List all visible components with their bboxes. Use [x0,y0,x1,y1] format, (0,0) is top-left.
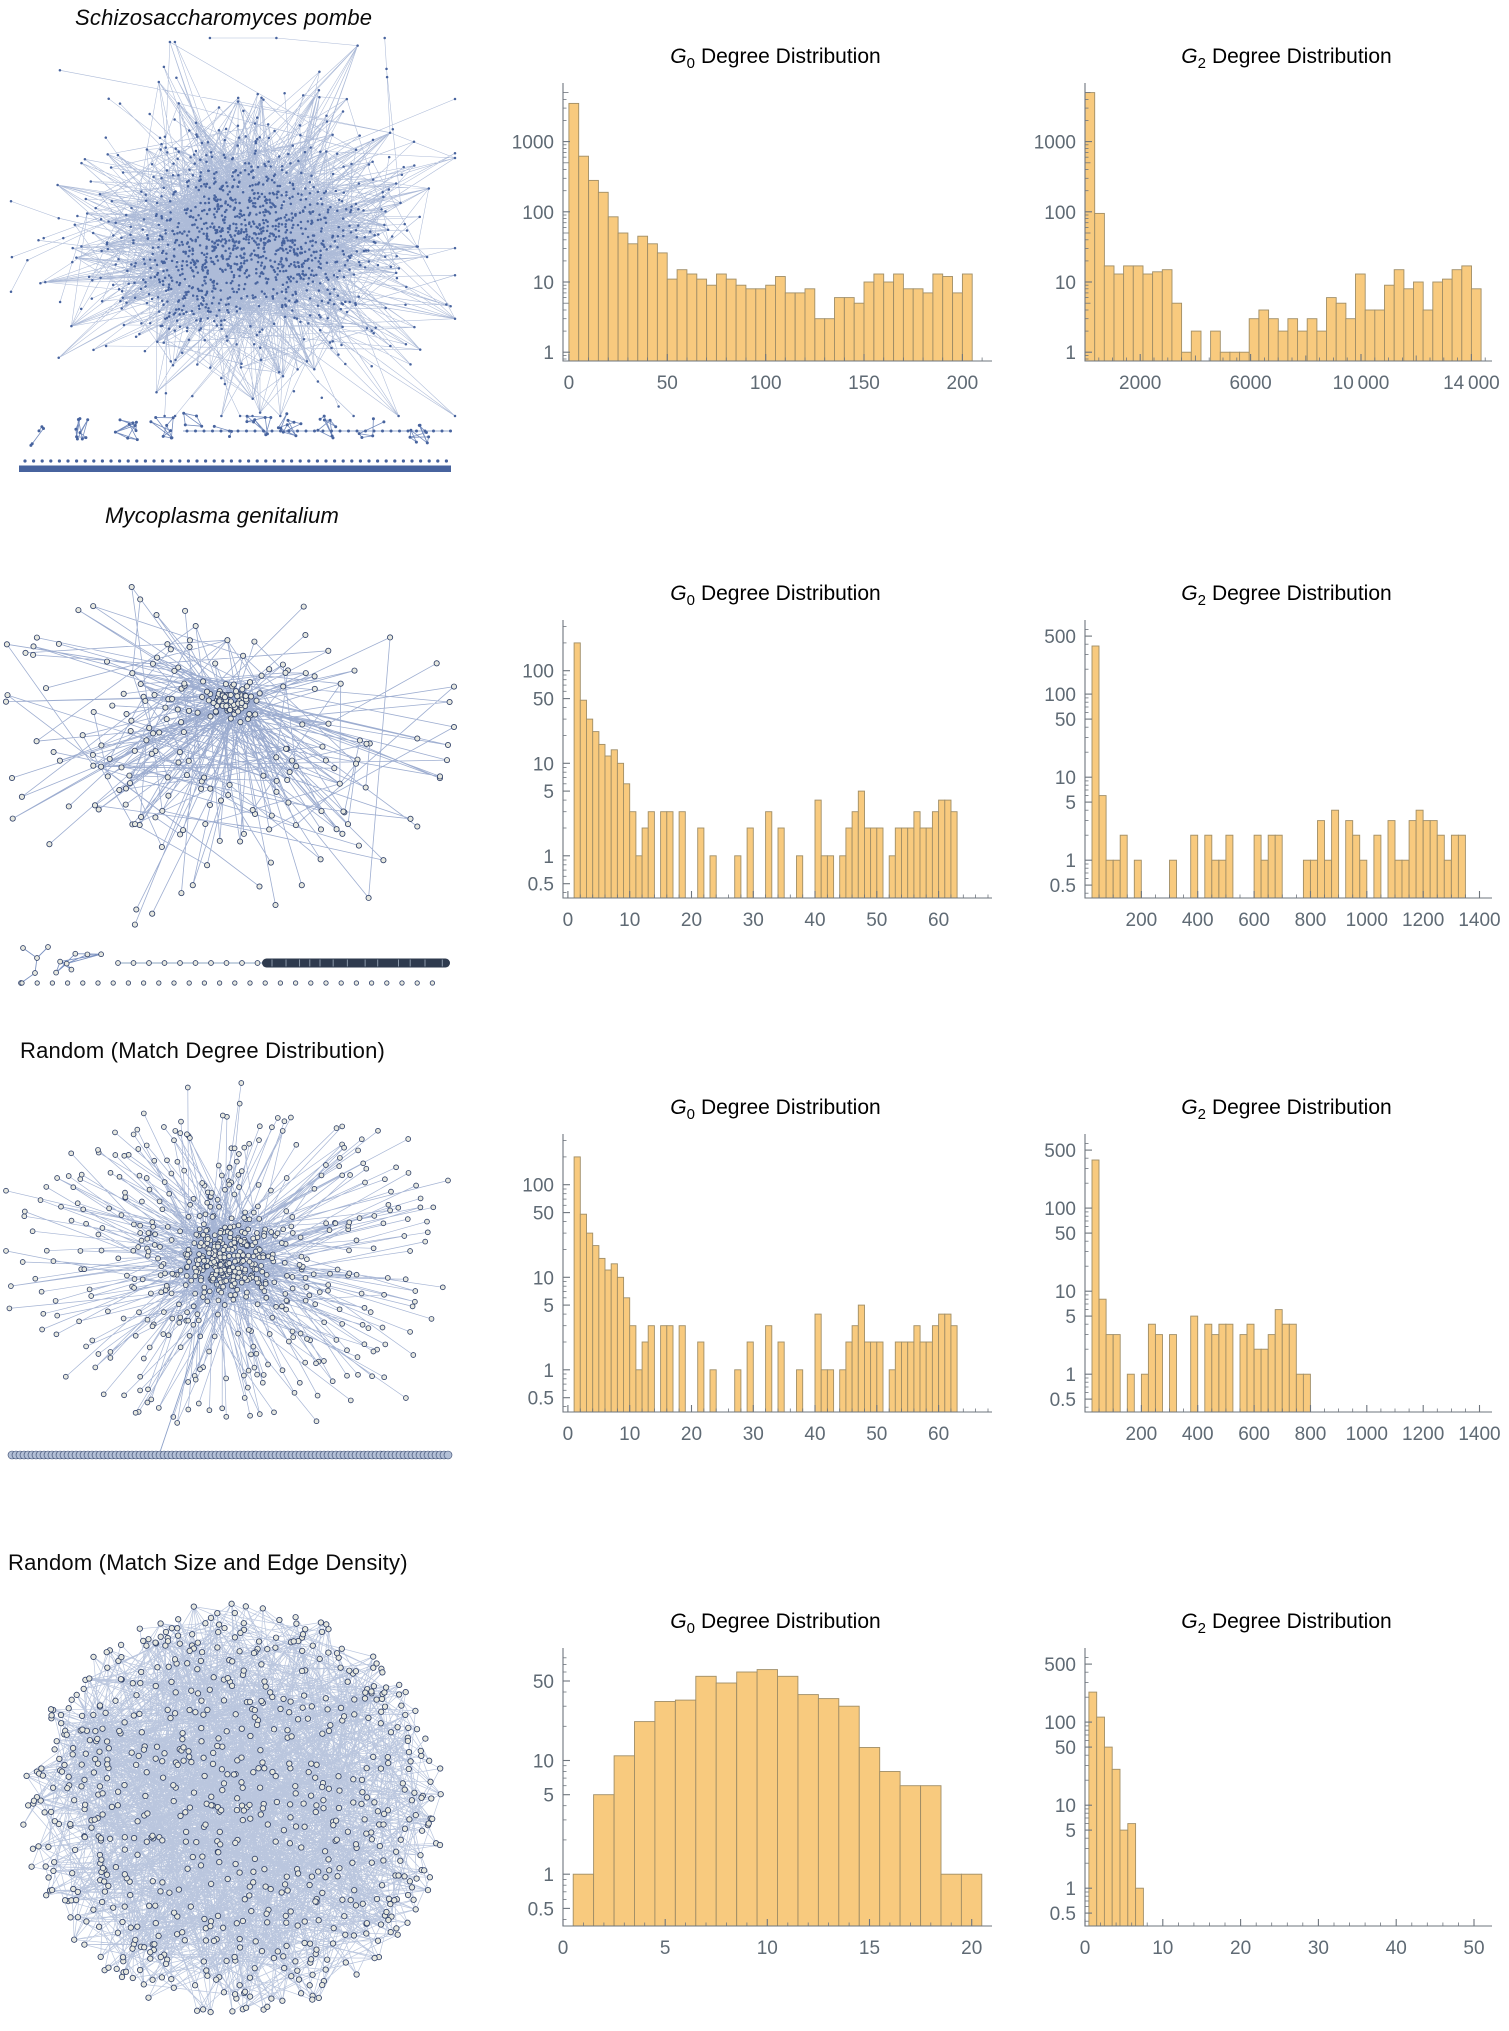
svg-text:500: 500 [1044,1655,1076,1677]
chart-title-symbol: G [1181,1096,1198,1119]
histogram-row2-g2 [1008,612,1502,944]
svg-text:50: 50 [1054,1224,1076,1246]
chart-title-text: Degree Distribution [700,582,881,605]
svg-text:10: 10 [756,1938,778,1959]
chart-title-subscript: 2 [1197,1106,1206,1124]
svg-text:50: 50 [532,689,554,711]
svg-text:30: 30 [742,1424,764,1445]
svg-text:10: 10 [532,1751,554,1773]
svg-text:10: 10 [1054,1796,1076,1818]
svg-text:1: 1 [543,1360,554,1382]
svg-text:50: 50 [532,1672,554,1693]
svg-text:10: 10 [532,754,554,776]
svg-text:0.5: 0.5 [1049,1390,1076,1412]
svg-text:5: 5 [659,1938,671,1959]
chart-title-text: Degree Distribution [700,1610,881,1633]
chart-panel-row2-g2 [1008,582,1502,944]
svg-text:60: 60 [928,1424,950,1445]
svg-text:1: 1 [1065,1879,1076,1901]
chart-title [1085,1610,1488,1640]
svg-text:100: 100 [1044,202,1076,224]
chart-title-subscript: 0 [686,1106,695,1124]
svg-text:800: 800 [1294,910,1327,931]
chart-title-subscript: 2 [1197,55,1206,73]
svg-text:100: 100 [522,1175,554,1197]
svg-text:100: 100 [1044,1199,1076,1221]
chart-title-symbol: G [1181,45,1198,68]
histogram-row1-g0 [478,75,1008,407]
svg-text:10 000: 10 000 [1332,373,1390,394]
svg-text:1000: 1000 [1033,132,1076,154]
svg-text:200: 200 [946,373,979,394]
svg-text:1: 1 [1065,851,1076,873]
svg-text:6000: 6000 [1229,373,1272,394]
svg-text:1200: 1200 [1402,910,1445,931]
svg-text:1400: 1400 [1458,910,1501,931]
svg-text:1: 1 [1065,343,1076,365]
chart-title-symbol: G [1181,1610,1198,1633]
svg-text:20: 20 [1230,1938,1252,1959]
svg-text:50: 50 [532,1203,554,1225]
svg-text:0: 0 [1079,1938,1091,1959]
chart-panel-row2-g0 [478,582,1008,944]
svg-text:50: 50 [656,373,678,394]
svg-text:0.5: 0.5 [527,1899,554,1921]
svg-text:10: 10 [532,1268,554,1290]
chart-title-text: Degree Distribution [700,45,881,68]
svg-text:5: 5 [543,782,554,804]
chart-title-symbol: G [670,1096,687,1119]
svg-text:1200: 1200 [1402,1424,1445,1445]
svg-text:400: 400 [1181,910,1214,931]
svg-text:10: 10 [619,910,641,931]
svg-text:60: 60 [928,910,950,931]
chart-title-symbol: G [670,45,687,68]
svg-text:1: 1 [543,1865,554,1887]
svg-text:50: 50 [1463,1938,1485,1959]
chart-title-subscript: 0 [686,55,695,73]
network-graph-row2 [0,540,460,1015]
svg-text:1000: 1000 [1345,910,1388,931]
chart-title-subscript: 2 [1197,592,1206,610]
chart-title-subscript: 0 [686,592,695,610]
chart-title [563,45,988,75]
svg-text:10: 10 [532,273,554,294]
svg-text:40: 40 [1385,1938,1407,1959]
histogram-row2-g0 [478,612,1008,944]
svg-text:0.5: 0.5 [1049,876,1076,898]
chart-title-text: Degree Distribution [1211,45,1392,68]
svg-text:5: 5 [1065,1821,1076,1843]
svg-text:20: 20 [961,1938,983,1959]
chart-title-symbol: G [1181,582,1198,605]
chart-panel-row3-g2 [1008,1096,1502,1458]
svg-text:20: 20 [680,910,703,931]
svg-text:50: 50 [1054,710,1076,732]
svg-text:100: 100 [1044,685,1076,707]
chart-title [1085,1096,1488,1126]
svg-text:5: 5 [543,1296,554,1318]
svg-text:600: 600 [1238,910,1270,931]
svg-text:600: 600 [1238,1424,1270,1445]
svg-text:5: 5 [1065,1307,1076,1329]
chart-title [563,1096,988,1126]
svg-text:10: 10 [619,1424,641,1445]
chart-panel-row3-g0 [478,1096,1008,1458]
chart-title [1085,582,1488,612]
svg-text:800: 800 [1294,1424,1327,1445]
svg-text:400: 400 [1181,1424,1214,1445]
svg-text:150: 150 [848,373,880,394]
svg-text:0.5: 0.5 [527,874,554,896]
svg-text:1: 1 [543,343,554,365]
svg-text:50: 50 [866,910,888,931]
histogram-row4-g0 [478,1640,1008,1972]
network-title-row4: Random (Match Size and Edge Density) [8,1550,408,1575]
chart-panel-row1-g2 [1008,45,1502,407]
svg-text:20: 20 [680,1424,703,1445]
histogram-row3-g0 [478,1126,1008,1458]
svg-text:0: 0 [562,1424,574,1445]
svg-text:1: 1 [543,846,554,868]
chart-title-subscript: 2 [1197,1620,1206,1638]
svg-text:15: 15 [858,1938,881,1959]
network-graph-row3 [0,1075,460,1505]
svg-text:14 000: 14 000 [1443,373,1500,394]
svg-text:2000: 2000 [1119,373,1162,394]
svg-text:100: 100 [1044,1713,1076,1735]
svg-text:40: 40 [804,910,826,931]
chart-title-subscript: 0 [686,1620,695,1638]
chart-panel-row1-g0 [478,45,1008,407]
chart-panel-row4-g0 [478,1610,1008,1972]
svg-text:5: 5 [543,1785,554,1807]
svg-text:0.5: 0.5 [527,1388,554,1410]
chart-title-symbol: G [670,582,687,605]
svg-text:100: 100 [749,373,782,394]
chart-title-symbol: G [670,1610,687,1633]
svg-text:10: 10 [1054,1282,1076,1304]
svg-text:0.5: 0.5 [1049,1904,1076,1926]
chart-title-text: Degree Distribution [1211,1096,1392,1119]
svg-text:10: 10 [1054,273,1076,294]
svg-text:1: 1 [1065,1365,1076,1387]
network-title-row3: Random (Match Degree Distribution) [20,1038,386,1063]
svg-text:5: 5 [1065,793,1076,815]
chart-title [563,1610,988,1640]
histogram-row4-g2 [1008,1640,1502,1972]
svg-text:50: 50 [866,1424,888,1445]
svg-text:10: 10 [1054,768,1076,790]
svg-text:100: 100 [522,661,554,683]
histogram-row3-g2 [1008,1126,1502,1458]
svg-text:100: 100 [522,202,554,224]
network-title-row1: Schizosaccharomyces pombe [75,5,373,30]
svg-text:40: 40 [804,1424,826,1445]
svg-text:0: 0 [563,373,575,394]
svg-text:1000: 1000 [511,132,554,154]
chart-title-text: Degree Distribution [1211,1610,1392,1633]
chart-title-text: Degree Distribution [700,1096,881,1119]
svg-text:1000: 1000 [1345,1424,1388,1445]
chart-title [563,582,988,612]
chart-title [1085,45,1488,75]
svg-text:0: 0 [562,910,574,931]
svg-text:30: 30 [1307,1938,1329,1959]
svg-text:30: 30 [742,910,764,931]
svg-text:200: 200 [1125,910,1158,931]
svg-text:200: 200 [1125,1424,1158,1445]
network-title-row2: Mycoplasma genitalium [105,503,340,528]
chart-panel-row4-g2 [1008,1610,1502,1972]
chart-title-text: Degree Distribution [1211,582,1392,605]
svg-text:10: 10 [1152,1938,1174,1959]
network-graph-row4 [5,1585,465,2031]
svg-text:1400: 1400 [1458,1424,1501,1445]
svg-text:50: 50 [1054,1738,1076,1760]
svg-text:0: 0 [557,1938,569,1959]
svg-text:500: 500 [1044,1141,1076,1163]
svg-text:500: 500 [1044,627,1076,649]
histogram-row1-g2 [1008,75,1502,407]
network-graph-row1 [5,30,465,500]
